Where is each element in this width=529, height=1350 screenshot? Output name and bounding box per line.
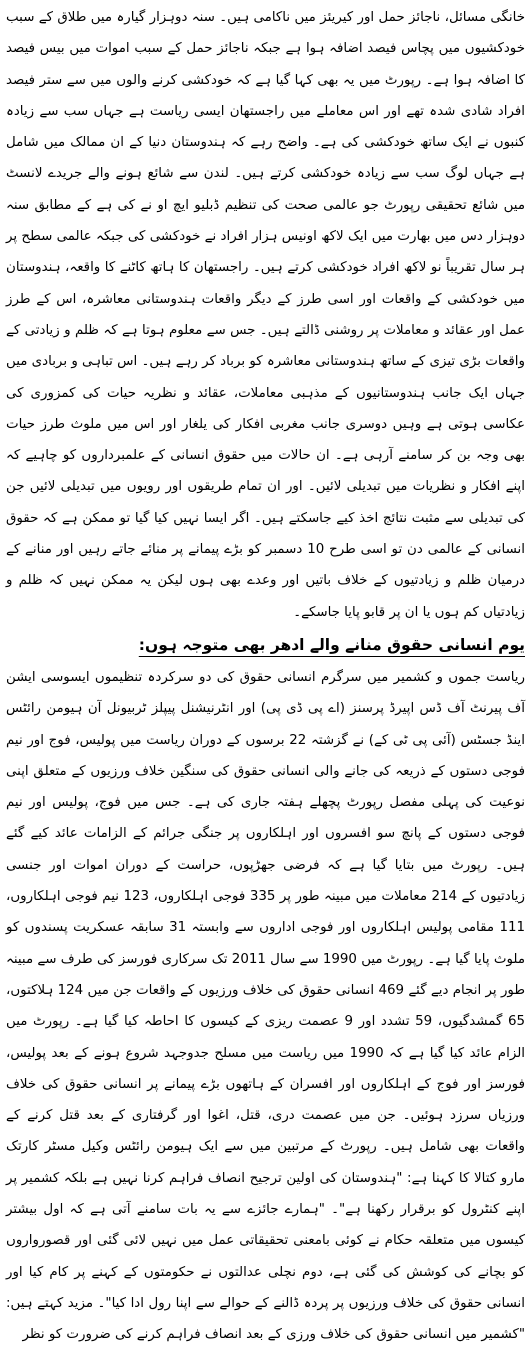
article-paragraph: ریاست جموں و کشمیر میں سرگرم انسانی حقوق کی دو سرکردہ تنظیموں ایسوسی ایشن آف پیرنٹ آف ڈس اپیرڈ پرسنز (اے پی ڈی پی) اور انٹرنیشنل پیپلز ٹربیونل آن ہیومن رائٹس اینڈ جسٹس (آئی پی ٹی کے) نے گزشتہ 22 برسوں کے دوران ریاست میں پولیس، فوج اور نیم فوجی دستوں کے ذریعہ کی جانے والی انسانی حقوق کی سنگین خلاف ورزیوں کے متعلق اپنی نوعیت کی پہلی مفصل رپورٹ پچھلے ہفتہ جاری کی ہے۔ جس میں فوج، پولیس اور نیم فوجی دستوں کے پانچ سو افسروں اور اہلکاروں پر جنگی جرائم کے الزامات عائد کیے گئے ہیں۔ رپورٹ میں بتایا گیا ہے کہ فرضی جھڑپوں، حراست کے دوران اموات اور جنسی زیادتیوں کے 214 معاملات میں مبینہ طور پر 335 فوجی اہلکاروں، 123 نیم فوجی اہلکاروں، 111 مقامی پولیس اہلکاروں اور فوجی اداروں سے وابستہ 31 سابقہ عسکریت پسندوں کو ملوث پایا گیا ہے۔ رپورٹ میں 1990 سے سال 2011 تک سرکاری فورسز کی طرف سے مبینہ طور پر انجام دیے گئے 469 انسانی حقوق کی خلاف ورزیوں کے واقعات جن میں 124 ہلاکتوں، 65 گمشدگیوں، 59 تشدد اور 9 عصمت ریزی کے کیسوں کا احاطہ کیا گیا ہے۔ رپورٹ میں الزام عائد کیا گیا ہے کہ 1990 میں ریاست میں مسلح جدوجہد شروع ہونے کے بعد پولیس، فورسز اور فوج کے اہلکاروں اور افسران کے ہاتھوں بڑے پیمانے پر انسانی حقوق کی خلاف ورزیاں سرزد ہوئیں۔ جن میں عصمت دری، قتل، اغوا اور گرفتاری کے بعد قتل کرنے کے واقعات بھی شامل ہیں۔ رپورٹ کے مرتبین میں سے ایک ہیومن رائٹس وکیل مسٹر کارتک مارو کتالا کا کہنا ہے: "ہندوستان کی اولین ترجیح انصاف فراہم کرنا نہیں ہے بلکہ کشمیر پر اپنے کنٹرول کو برقرار رکھنا ہے"۔ "ہمارے جائزے سے یہ بات سامنے آتی ہے کہ اول بیشتر کیسوں میں متعلقہ حکام نے کوئی بامعنی تحقیقاتی عمل میں نہیں لائی گئی اور قصورواروں کو بچانے کی کوشش کی گئی ہے، دوم نچلی عدالتوں نے حکومتوں کے کہنے پر کام کیا اور انسانی حقوق کی خلاف ورزیوں پر پردہ ڈالنے کے حوالے سے اپنا رول ادا کیا"۔ مزید کہتے ہیں: "کشمیر میں انسانی حقوق کی خلاف ورزی کے بعد انصاف فراہم کرنے کی ضرورت کو نظر bbox=[6, 669, 526, 1343]
section-heading: یوم انسانی حقوق منانے والے ادھر بھی متوجہ ہوں: bbox=[138, 635, 525, 654]
article-paragraph: خانگی مسائل، ناجائز حمل اور کیریئز میں ناکامی ہیں۔ سنہ دوہزار گیارہ میں طلاق کے سبب خودکشیوں میں پچاس فیصد اضافہ ہوا ہے جبکہ ناجائز حمل کے سبب اموات میں بیس فیصد کا اضافہ ہوا ہے۔ رپورٹ میں یہ بھی کہا گیا ہے کہ خودکشی کرنے والوں میں سے ستر فیصد افراد شادی شدہ تھے اور اس معاملے میں راجستھان ایسی ریاست ہے جہاں سب سے زیادہ کنبوں نے ایک ساتھ خودکشی کی ہے۔ واضح رہے کہ ہندوستان دنیا کے ان ممالک میں شامل ہے جہاں لوگ سب سے زیادہ خودکشی کرتے ہیں۔ لندن سے شائع ہونے والے جریدے لانسٹ میں شائع تحقیقی رپورٹ جو عالمی صحت کی تنظیم ڈبلیو ایچ او نے کی ہے کے مطابق سنہ دوہزار دس میں بھارت میں ایک لاکھ اونیس ہزار افراد نے خودکشی کی جبکہ عالمی سطح پر ہر سال تقریباً نو لاکھ افراد خودکشی کرتے ہیں۔ راجستھان کا ہاتھ کاٹنے کا واقعہ، ہندوستان میں خودکشی کے واقعات اور اسی طرز کے دیگر واقعات ہندوستانی معاشرہ، اس کے طرز عمل اور عقائد و معاملات پر روشنی ڈالتے ہیں۔ جس سے معلوم ہوتا ہے کہ ظلم و زیادتی کے واقعات بڑی تیزی کے ساتھ ہندوستانی معاشرہ کو برباد کر رہے ہیں۔ اس تباہی و بربادی میں جہاں ایک جانب ہندوستانیوں کے مذہبی معاملات، عقائد و نظریہ حیات کی کمزوری کی عکاسی ہوتی ہے وہیں دوسری جانب مغربی افکار کی یلغار اور اس میں ملوث طرز حیات بھی وجہ بن کر سامنے آرہی ہے۔ ان حالات میں حقوق انسانی کے علمبرداروں کو چاہیے کہ اپنے افکار و نظریات میں تبدیلی لائیں۔ اور ان تمام طریقوں اور رویوں میں تبدیلی لائیں جن کی تبدیلی سے مثبت نتائج اخذ کیے جاسکتے ہیں۔ اگر ایسا نہیں کیا گیا تو ممکن ہے کہ حقوق انسانی کے عالمی دن تو اسی طرح 10 دسمبر کو بڑے پیمانے پر منائے جاتے رہیں اور منانے کے درمیان ظلم و زیادتیوں کے خلاف باتیں اور وعدے بھی ہوں لیکن یہ ممکن نہیں کہ ظلم و زیادتیاں کم ہوں یا ان پر قابو پایا جاسکے۔ bbox=[6, 10, 525, 620]
